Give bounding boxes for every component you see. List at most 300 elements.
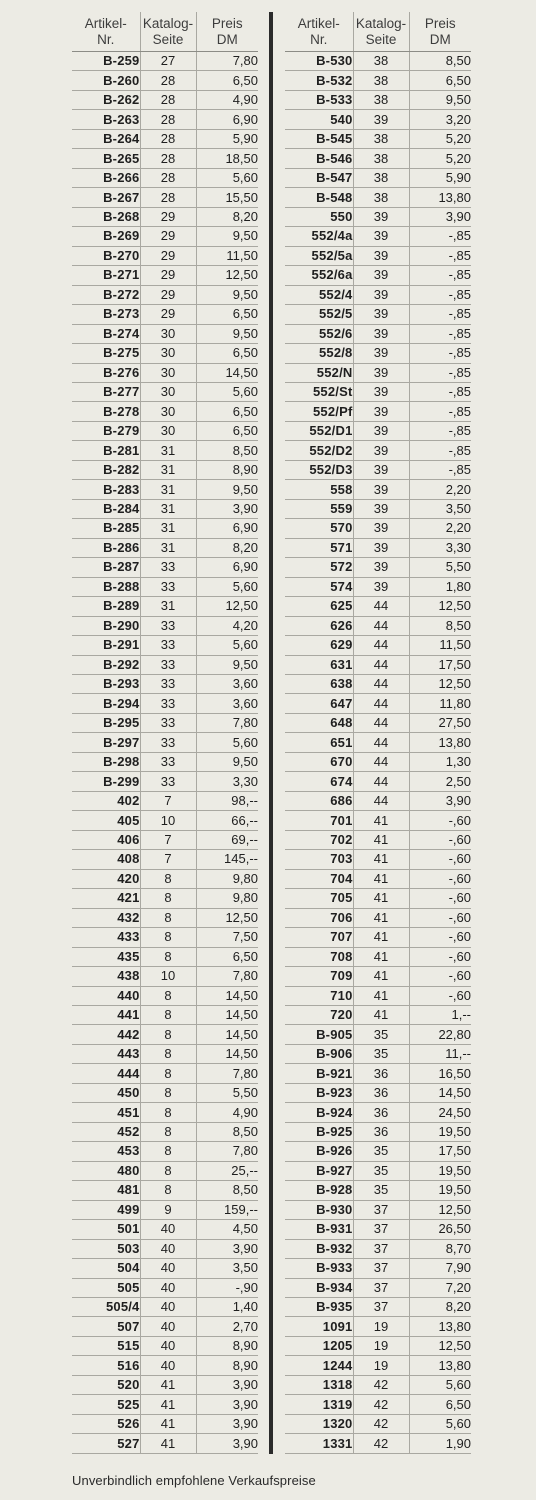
table-row (72, 149, 258, 168)
artikel-nr-cell: 709 (285, 967, 353, 986)
table-row (285, 1356, 471, 1375)
artikel-nr-cell: 625 (285, 597, 353, 616)
katalog-seite-cell: 42 (353, 1414, 409, 1433)
katalog-seite-cell: 8 (140, 869, 196, 888)
preis-cell: 7,80 (196, 713, 258, 732)
katalog-seite-cell: 44 (353, 752, 409, 771)
katalog-seite-cell: 38 (353, 71, 409, 90)
preis-cell: 9,50 (196, 324, 258, 343)
preis-cell: 7,50 (196, 928, 258, 947)
preis-cell: 3,90 (196, 1395, 258, 1414)
preis-cell: 6,90 (196, 110, 258, 129)
artikel-nr-cell: B-905 (285, 1025, 353, 1044)
katalog-seite-cell: 41 (140, 1375, 196, 1394)
artikel-nr-cell: 507 (72, 1317, 140, 1336)
table-row (72, 558, 258, 577)
artikel-nr-cell: 571 (285, 538, 353, 557)
table-row (72, 519, 258, 538)
artikel-nr-cell: 552/Pf (285, 402, 353, 421)
artikel-nr-cell: B-547 (285, 168, 353, 187)
preis-cell: 8,90 (196, 460, 258, 479)
table-row (72, 772, 258, 791)
artikel-nr-cell: 441 (72, 1005, 140, 1024)
table-row (285, 460, 471, 479)
artikel-nr-cell: B-932 (285, 1239, 353, 1258)
artikel-nr-cell: 526 (72, 1414, 140, 1433)
table-row (285, 90, 471, 109)
artikel-nr-cell: B-923 (285, 1083, 353, 1102)
preis-cell: 9,50 (409, 90, 471, 109)
artikel-nr-cell: B-931 (285, 1220, 353, 1239)
table-row (72, 811, 258, 830)
preis-cell: -,85 (409, 266, 471, 285)
table-row (285, 967, 471, 986)
artikel-nr-cell: 444 (72, 1064, 140, 1083)
table-row (72, 538, 258, 557)
table-row (285, 928, 471, 947)
table-row (285, 246, 471, 265)
table-row (72, 1336, 258, 1355)
katalog-seite-cell: 33 (140, 752, 196, 771)
katalog-seite-cell: 33 (140, 558, 196, 577)
table-row (72, 655, 258, 674)
katalog-seite-cell: 8 (140, 1064, 196, 1083)
preis-cell: 15,50 (196, 188, 258, 207)
table-row (285, 675, 471, 694)
preis-cell: 7,20 (409, 1278, 471, 1297)
preis-cell: -,60 (409, 947, 471, 966)
artikel-nr-cell: 505/4 (72, 1298, 140, 1317)
katalog-seite-cell: 33 (140, 675, 196, 694)
katalog-seite-cell: 28 (140, 71, 196, 90)
preis-cell: 14,50 (196, 363, 258, 382)
katalog-seite-cell: 38 (353, 129, 409, 148)
katalog-seite-cell: 44 (353, 713, 409, 732)
preis-cell: 12,50 (409, 675, 471, 694)
preis-cell: 13,80 (409, 733, 471, 752)
katalog-seite-cell: 40 (140, 1298, 196, 1317)
artikel-nr-cell: 525 (72, 1395, 140, 1414)
table-row (285, 1103, 471, 1122)
preis-cell: 1,-- (409, 1005, 471, 1024)
preis-cell: 9,50 (196, 285, 258, 304)
katalog-seite-cell: 39 (353, 421, 409, 440)
artikel-nr-cell: 1331 (285, 1434, 353, 1453)
katalog-seite-cell: 36 (353, 1064, 409, 1083)
table-row (72, 1142, 258, 1161)
katalog-seite-cell: 36 (353, 1122, 409, 1141)
katalog-seite-cell: 35 (353, 1181, 409, 1200)
artikel-nr-cell: B-287 (72, 558, 140, 577)
katalog-seite-cell: 40 (140, 1239, 196, 1258)
artikel-nr-cell: B-930 (285, 1200, 353, 1219)
artikel-nr-cell: 438 (72, 967, 140, 986)
price-list (72, 12, 512, 1488)
preis-cell: 5,50 (409, 558, 471, 577)
artikel-nr-cell: B-924 (285, 1103, 353, 1122)
katalog-seite-cell: 42 (353, 1375, 409, 1394)
table-row (72, 1083, 258, 1102)
katalog-seite-cell: 8 (140, 1142, 196, 1161)
artikel-nr-cell: 515 (72, 1336, 140, 1355)
katalog-seite-cell: 37 (353, 1200, 409, 1219)
artikel-nr-cell: 704 (285, 869, 353, 888)
katalog-seite-cell: 39 (353, 207, 409, 226)
katalog-seite-cell: 39 (353, 519, 409, 538)
artikel-nr-cell: 1319 (285, 1395, 353, 1414)
preis-cell: 26,50 (409, 1220, 471, 1239)
artikel-nr-cell: 432 (72, 908, 140, 927)
artikel-nr-cell: 572 (285, 558, 353, 577)
table-row (72, 285, 258, 304)
preis-cell: 9,50 (196, 227, 258, 246)
table-row (72, 1200, 258, 1219)
katalog-seite-cell: 9 (140, 1200, 196, 1219)
katalog-seite-cell: 36 (353, 1083, 409, 1102)
artikel-nr-cell: 499 (72, 1200, 140, 1219)
artikel-nr-cell: B-281 (72, 441, 140, 460)
preis-cell: 3,90 (196, 1414, 258, 1433)
table-row (285, 71, 471, 90)
artikel-nr-cell: B-266 (72, 168, 140, 187)
artikel-nr-cell: B-288 (72, 577, 140, 596)
preis-cell: 19,50 (409, 1161, 471, 1180)
table-row (285, 168, 471, 187)
table-row (285, 636, 471, 655)
table-row (285, 149, 471, 168)
artikel-nr-cell: B-268 (72, 207, 140, 226)
katalog-seite-cell: 31 (140, 519, 196, 538)
artikel-nr-cell: B-276 (72, 363, 140, 382)
preis-cell: 13,80 (409, 188, 471, 207)
table-row (72, 1220, 258, 1239)
artikel-nr-cell: B-298 (72, 752, 140, 771)
table-row (285, 1298, 471, 1317)
table-row (285, 1220, 471, 1239)
artikel-nr-cell: B-297 (72, 733, 140, 752)
preis-cell: -,60 (409, 928, 471, 947)
katalog-seite-cell: 38 (353, 90, 409, 109)
preis-cell: 7,80 (196, 967, 258, 986)
artikel-nr-cell: B-269 (72, 227, 140, 246)
artikel-nr-cell: 703 (285, 850, 353, 869)
table-row (72, 928, 258, 947)
preis-cell: -,60 (409, 869, 471, 888)
katalog-seite-cell: 39 (353, 382, 409, 401)
table-row (285, 1395, 471, 1414)
katalog-seite-cell: 40 (140, 1278, 196, 1297)
katalog-seite-cell: 28 (140, 129, 196, 148)
preis-cell: 4,20 (196, 616, 258, 635)
katalog-seite-cell: 41 (353, 889, 409, 908)
katalog-seite-cell: 33 (140, 616, 196, 635)
preis-cell: 6,50 (196, 305, 258, 324)
artikel-nr-cell: 433 (72, 928, 140, 947)
table-row (285, 1025, 471, 1044)
table-row (72, 986, 258, 1005)
preis-cell: 13,80 (409, 1356, 471, 1375)
artikel-nr-cell: B-532 (285, 71, 353, 90)
preis-cell: 5,90 (196, 129, 258, 148)
katalog-seite-cell: 8 (140, 1083, 196, 1102)
preis-cell: 8,70 (409, 1239, 471, 1258)
header-preis: Preis DM (409, 12, 471, 52)
katalog-seite-cell: 44 (353, 616, 409, 635)
artikel-nr-cell: 552/D1 (285, 421, 353, 440)
table-row (285, 1200, 471, 1219)
preis-cell: 11,50 (196, 246, 258, 265)
preis-cell: 8,50 (409, 52, 471, 71)
table-row (285, 363, 471, 382)
preis-cell: 8,50 (196, 441, 258, 460)
artikel-nr-cell: 552/St (285, 382, 353, 401)
artikel-nr-cell: B-271 (72, 266, 140, 285)
katalog-seite-cell: 39 (353, 402, 409, 421)
table-row (285, 1259, 471, 1278)
preis-cell: 3,60 (196, 675, 258, 694)
table-row (72, 830, 258, 849)
table-row (285, 655, 471, 674)
preis-cell: 3,90 (196, 1239, 258, 1258)
preis-cell: 5,60 (409, 1414, 471, 1433)
table-row (72, 869, 258, 888)
table-body-left (72, 52, 258, 1454)
artikel-nr-cell: 406 (72, 830, 140, 849)
katalog-seite-cell: 31 (140, 441, 196, 460)
table-row (72, 1317, 258, 1336)
header-row (72, 12, 258, 52)
katalog-seite-cell: 44 (353, 636, 409, 655)
artikel-nr-cell: 708 (285, 947, 353, 966)
table-row (72, 850, 258, 869)
katalog-seite-cell: 19 (353, 1336, 409, 1355)
artikel-nr-cell: B-279 (72, 421, 140, 440)
table-row (72, 967, 258, 986)
table-row (285, 1336, 471, 1355)
katalog-seite-cell: 44 (353, 655, 409, 674)
preis-cell: -,60 (409, 967, 471, 986)
table-row (72, 90, 258, 109)
header-artikel: Artikel- Nr. (72, 12, 140, 52)
table-row (72, 246, 258, 265)
katalog-seite-cell: 38 (353, 188, 409, 207)
artikel-nr-cell: B-548 (285, 188, 353, 207)
katalog-seite-cell: 29 (140, 246, 196, 265)
artikel-nr-cell: 421 (72, 889, 140, 908)
preis-cell: 6,50 (196, 421, 258, 440)
table-row (72, 947, 258, 966)
table-row (72, 1064, 258, 1083)
katalog-seite-cell: 8 (140, 1044, 196, 1063)
table-row (72, 344, 258, 363)
preis-cell: 8,50 (409, 616, 471, 635)
katalog-seite-cell: 8 (140, 928, 196, 947)
preis-cell: 19,50 (409, 1122, 471, 1141)
katalog-seite-cell: 40 (140, 1259, 196, 1278)
katalog-seite-cell: 7 (140, 850, 196, 869)
table-row (72, 1122, 258, 1141)
table-row (285, 733, 471, 752)
table-row (285, 752, 471, 771)
katalog-seite-cell: 31 (140, 499, 196, 518)
katalog-seite-cell: 33 (140, 772, 196, 791)
table-row (72, 889, 258, 908)
katalog-seite-cell: 38 (353, 168, 409, 187)
preis-cell: 7,80 (196, 52, 258, 71)
preis-cell: 159,-- (196, 1200, 258, 1219)
table-row (285, 577, 471, 596)
artikel-nr-cell: 420 (72, 869, 140, 888)
artikel-nr-cell: 481 (72, 1181, 140, 1200)
preis-cell: 3,60 (196, 694, 258, 713)
artikel-nr-cell: B-267 (72, 188, 140, 207)
artikel-nr-cell: B-546 (285, 149, 353, 168)
artikel-nr-cell: B-286 (72, 538, 140, 557)
artikel-nr-cell: 570 (285, 519, 353, 538)
katalog-seite-cell: 44 (353, 597, 409, 616)
katalog-seite-cell: 28 (140, 168, 196, 187)
preis-cell: 9,80 (196, 889, 258, 908)
table-row (285, 616, 471, 635)
preis-cell: -,85 (409, 246, 471, 265)
table-row (72, 129, 258, 148)
table-row (285, 285, 471, 304)
table-row (285, 889, 471, 908)
artikel-nr-cell: 552/6a (285, 266, 353, 285)
artikel-nr-cell: 1205 (285, 1336, 353, 1355)
artikel-nr-cell: 552/4a (285, 227, 353, 246)
table-row (285, 597, 471, 616)
table-row (72, 791, 258, 810)
preis-cell: 3,30 (409, 538, 471, 557)
artikel-nr-cell: 453 (72, 1142, 140, 1161)
preis-cell: 17,50 (409, 655, 471, 674)
header-row (285, 12, 471, 52)
preis-cell: -,85 (409, 324, 471, 343)
preis-cell: 1,40 (196, 1298, 258, 1317)
katalog-seite-cell: 41 (140, 1395, 196, 1414)
preis-cell: 8,90 (196, 1336, 258, 1355)
table-row (285, 52, 471, 71)
price-tables (72, 12, 512, 1454)
katalog-seite-cell: 44 (353, 733, 409, 752)
preis-cell: 5,60 (196, 733, 258, 752)
preis-cell: 17,50 (409, 1142, 471, 1161)
table-row (285, 499, 471, 518)
artikel-nr-cell: 503 (72, 1239, 140, 1258)
artikel-nr-cell: B-262 (72, 90, 140, 109)
table-row (72, 694, 258, 713)
table-row (285, 1005, 471, 1024)
preis-cell: 9,50 (196, 655, 258, 674)
artikel-nr-cell: B-275 (72, 344, 140, 363)
preis-cell: 14,50 (196, 1005, 258, 1024)
katalog-seite-cell: 41 (140, 1434, 196, 1453)
artikel-nr-cell: 552/5a (285, 246, 353, 265)
preis-cell: 11,80 (409, 694, 471, 713)
katalog-seite-cell: 37 (353, 1259, 409, 1278)
preis-cell: 14,50 (409, 1083, 471, 1102)
preis-cell: 5,60 (196, 577, 258, 596)
katalog-seite-cell: 8 (140, 1122, 196, 1141)
table-row (285, 1161, 471, 1180)
preis-cell: -,85 (409, 363, 471, 382)
table-row (72, 71, 258, 90)
table-row (285, 811, 471, 830)
column-divider (269, 12, 273, 1454)
preis-cell: -,60 (409, 830, 471, 849)
table-row (72, 1161, 258, 1180)
preis-cell: 16,50 (409, 1064, 471, 1083)
preis-cell: 6,50 (409, 1395, 471, 1414)
preis-cell: 5,60 (196, 382, 258, 401)
katalog-seite-cell: 29 (140, 285, 196, 304)
katalog-seite-cell: 31 (140, 597, 196, 616)
artikel-nr-cell: B-263 (72, 110, 140, 129)
artikel-nr-cell: 450 (72, 1083, 140, 1102)
artikel-nr-cell: B-278 (72, 402, 140, 421)
artikel-nr-cell: B-533 (285, 90, 353, 109)
preis-cell: 3,20 (409, 110, 471, 129)
artikel-nr-cell: 1091 (285, 1317, 353, 1336)
preis-cell: -,60 (409, 908, 471, 927)
artikel-nr-cell: B-272 (72, 285, 140, 304)
artikel-nr-cell: B-270 (72, 246, 140, 265)
table-row (72, 908, 258, 927)
artikel-nr-cell: B-530 (285, 52, 353, 71)
table-row (285, 227, 471, 246)
katalog-seite-cell: 39 (353, 305, 409, 324)
table-row (72, 188, 258, 207)
artikel-nr-cell: B-283 (72, 480, 140, 499)
artikel-nr-cell: 1320 (285, 1414, 353, 1433)
preis-cell: 3,50 (196, 1259, 258, 1278)
katalog-seite-cell: 41 (353, 850, 409, 869)
table-row (72, 733, 258, 752)
preis-cell: 9,80 (196, 869, 258, 888)
table-row (285, 441, 471, 460)
header-katalog: Katalog- Seite (140, 12, 196, 52)
katalog-seite-cell: 8 (140, 889, 196, 908)
preis-cell: -,85 (409, 305, 471, 324)
table-row (72, 1025, 258, 1044)
table-row (72, 1103, 258, 1122)
preis-cell: 2,50 (409, 772, 471, 791)
artikel-nr-cell: 552/N (285, 363, 353, 382)
katalog-seite-cell: 40 (140, 1356, 196, 1375)
table-row (72, 1044, 258, 1063)
artikel-nr-cell: B-291 (72, 636, 140, 655)
artikel-nr-cell: 527 (72, 1434, 140, 1453)
katalog-seite-cell: 35 (353, 1044, 409, 1063)
katalog-seite-cell: 41 (353, 928, 409, 947)
artikel-nr-cell: B-935 (285, 1298, 353, 1317)
preis-cell: -,85 (409, 382, 471, 401)
price-table-right (285, 12, 471, 1454)
katalog-seite-cell: 44 (353, 675, 409, 694)
table-row (72, 1259, 258, 1278)
artikel-nr-cell: 435 (72, 947, 140, 966)
preis-cell: -,85 (409, 421, 471, 440)
katalog-seite-cell: 30 (140, 402, 196, 421)
preis-cell: 5,60 (196, 168, 258, 187)
table-row (72, 597, 258, 616)
katalog-seite-cell: 29 (140, 227, 196, 246)
table-row (72, 1375, 258, 1394)
artikel-nr-cell: 647 (285, 694, 353, 713)
preis-cell: 6,50 (196, 402, 258, 421)
katalog-seite-cell: 28 (140, 90, 196, 109)
